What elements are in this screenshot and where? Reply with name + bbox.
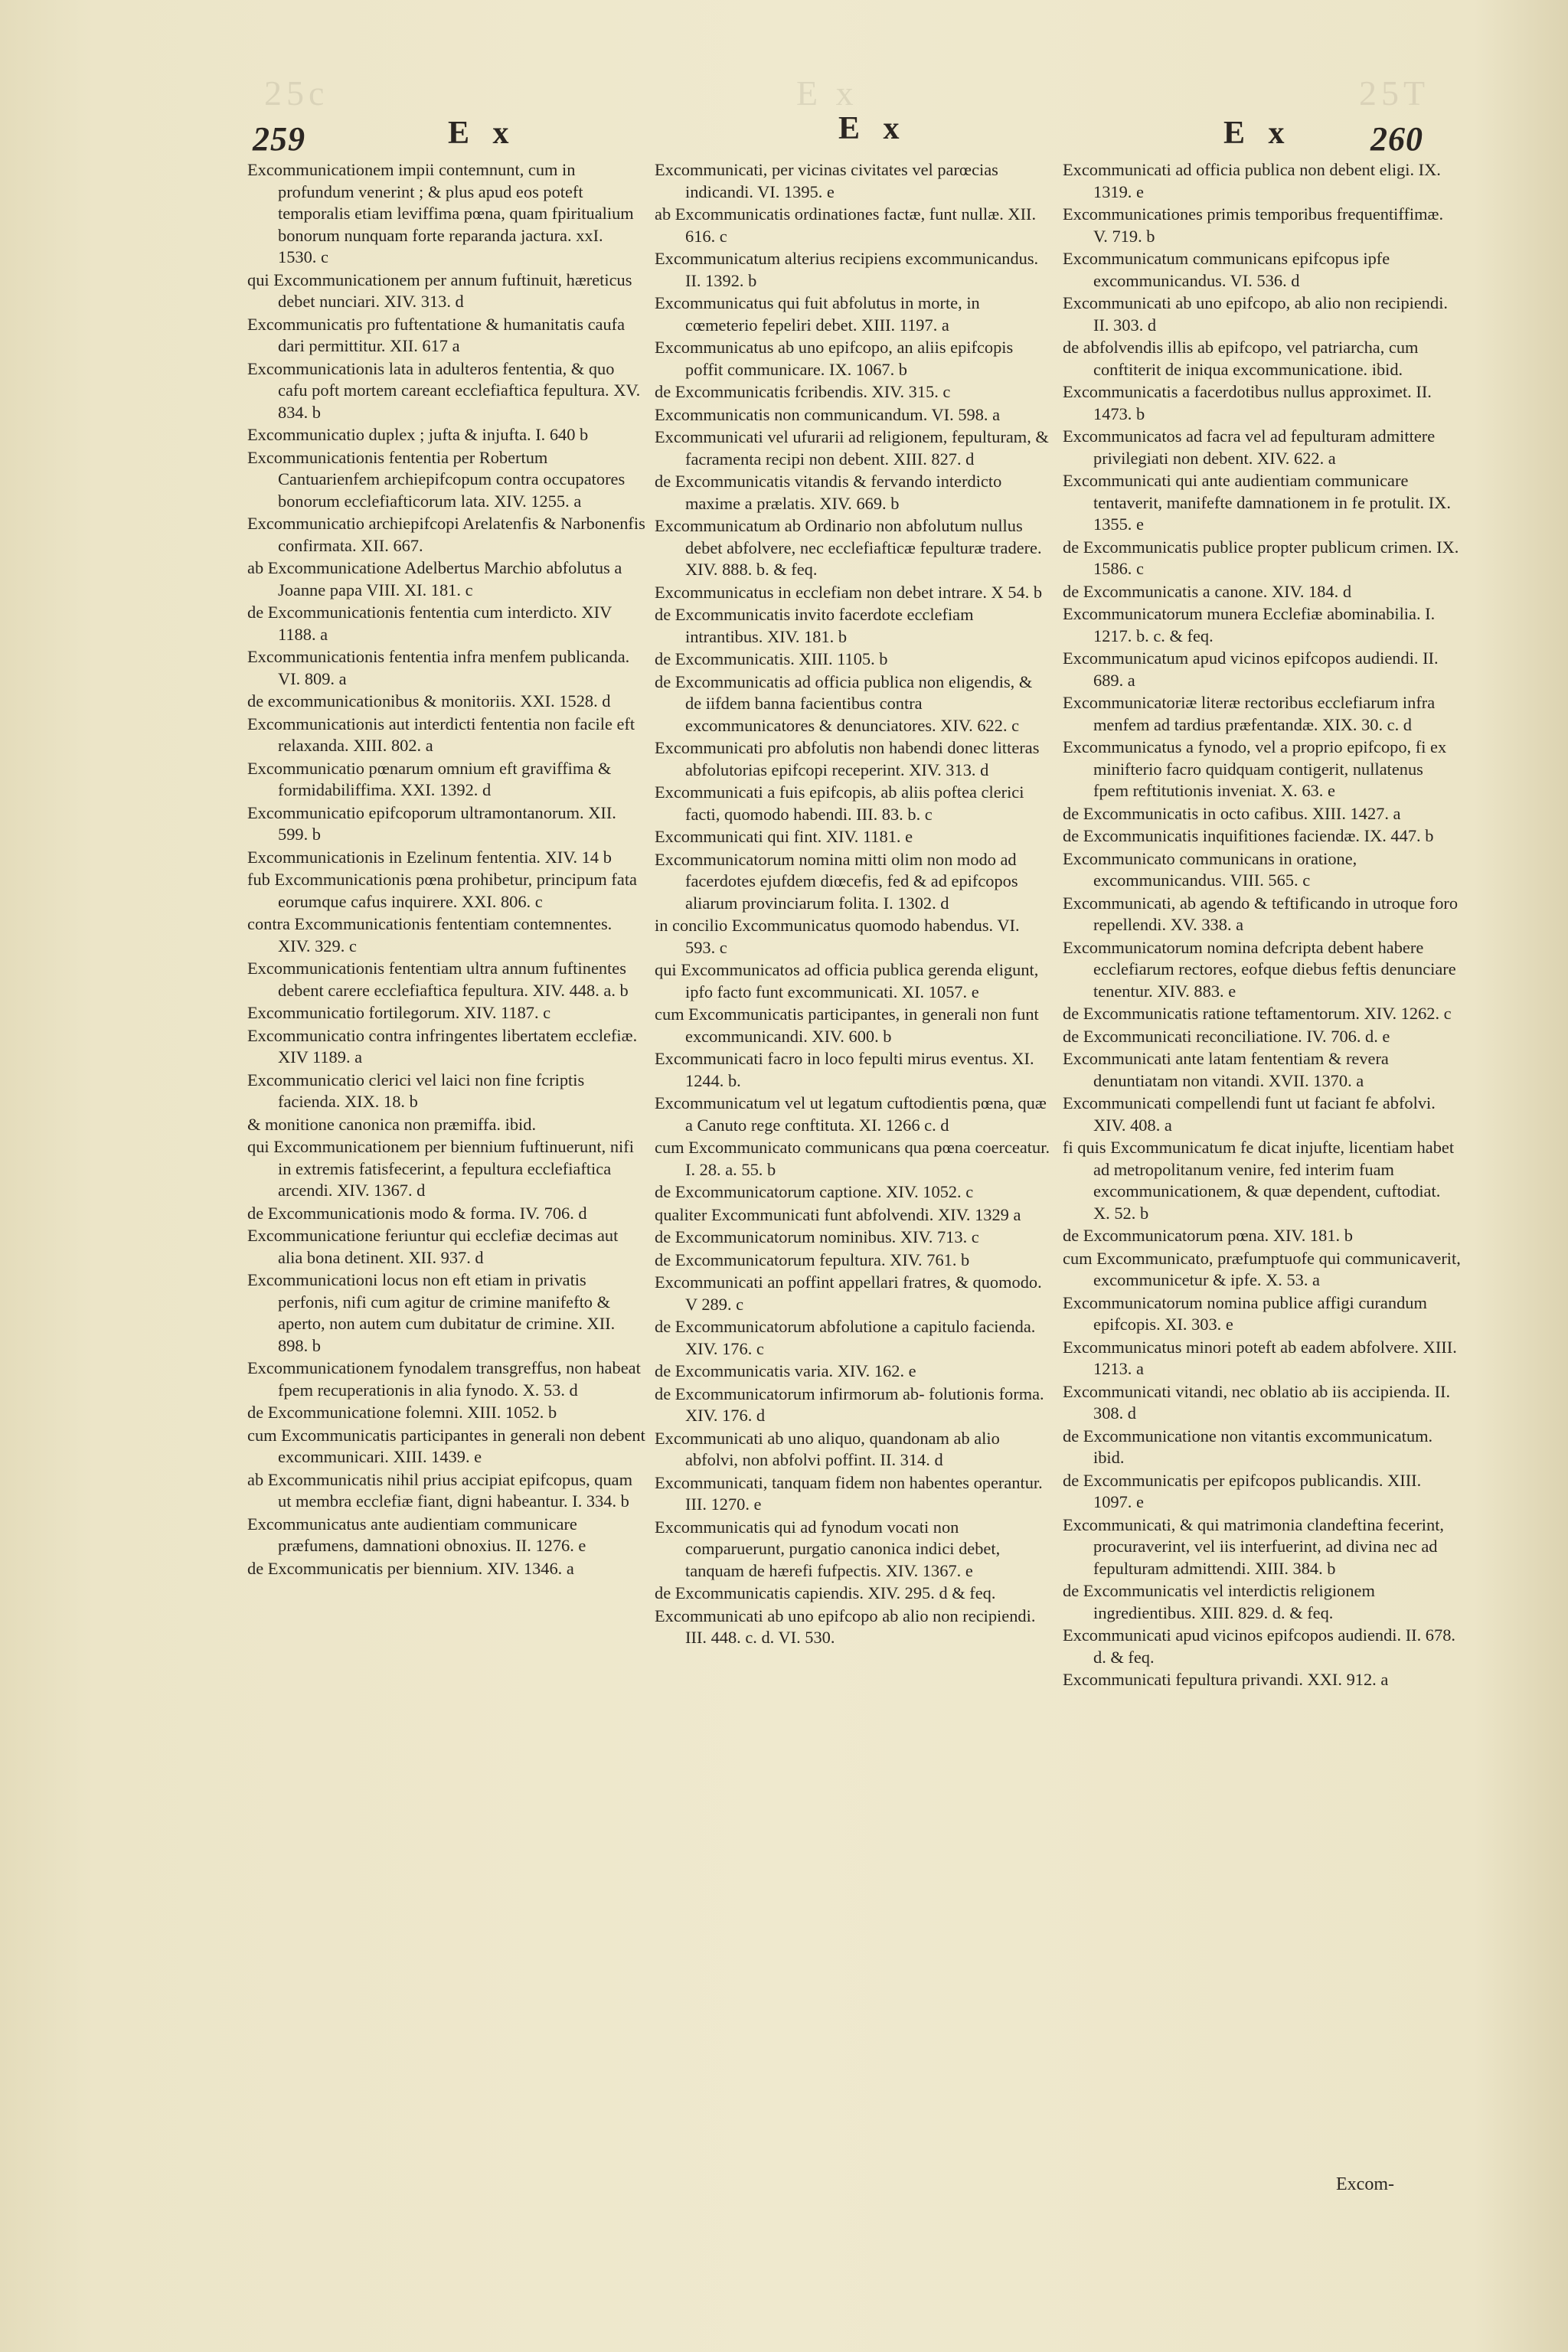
index-entry: Excommunicati ad officia publica non debent eligi. IX. 1319. e xyxy=(1063,160,1441,201)
index-entry: cum Excommunicatis participantes, in generali non funt excommunicandi. XIV. 600. b xyxy=(655,1004,1039,1046)
index-entry: de Excommunicatis capiendis. XIV. 295. d & feq. xyxy=(655,1583,996,1602)
bleed-through-text: E x xyxy=(796,74,858,113)
index-entry: Excommunicatis pro fuftentatione & humanitatis caufa dari permittitur. XII. 617 a xyxy=(247,314,626,355)
index-entry: Excommunicati compellendi funt ut faciant fe abfolvi. XIV. 408. a xyxy=(1063,1093,1436,1135)
index-entry: Excommunicati ab uno epifcopo, ab alio non recipiendi. II. 303. d xyxy=(1063,293,1449,335)
index-entry: de Excommunicatis ad officia publica non eligendis, & de iifdem banna facientibus contra excommunicatores & denunciatores. XIV. 622. c xyxy=(655,671,1033,735)
index-entry: Excommunicationis lata in adulteros fententia, & quo cafu poft mortem careant ecclefiaftica fepultura. XV. 834. b xyxy=(247,358,641,422)
index-entry: Excommunicatorum nomina mitti olim non modo ad facerdotes ejufdem diœcefis, fed & ad epifcopos aliarum provinciarum folita. I. 1302. d xyxy=(655,849,1018,913)
index-entry: de Excommunicationis fententia cum interdicto. XIV 1188. a xyxy=(247,603,612,644)
index-entry: Excommunicati pro abfolutis non habendi donec litteras abfolutorias epifcopi receperint. XIV. 313. d xyxy=(655,738,1040,779)
index-entry: Excommunicatos ad facra vel ad fepulturam admittere privilegiati non debent. XIV. 622. a xyxy=(1063,426,1436,468)
index-entry: de Excommunicatis publice propter publicum crimen. IX. 1586. c xyxy=(1063,537,1459,578)
index-entry: Excommunicatis a facerdotibus nullus approximet. II. 1473. b xyxy=(1063,382,1432,423)
index-entry: Excommunicati facro in loco fepulti mirus eventus. XI. 1244. b. xyxy=(655,1049,1034,1090)
right-page-number: 260 xyxy=(1370,120,1423,158)
index-entry: Excommunicatorum nomina publice affigi curandum epifcopis. XI. 303. e xyxy=(1063,1292,1427,1334)
index-entry: de Excommunicatorum fepultura. XIV. 761. b xyxy=(655,1250,970,1269)
index-entry: de Excommunicatis per biennium. XIV. 1346. a xyxy=(247,1558,574,1578)
index-entry: qui Excommunicationem per annum fuftinuit, hæreticus debet nunciari. XIV. 313. d xyxy=(247,270,632,311)
index-entry: cum Excommunicato, præfumptuofe qui communicaverit, excommunicetur & ipfe. X. 53. a xyxy=(1063,1248,1461,1289)
index-entry: de Excommunicatis invito facerdote ecclefiam intrantibus. XIV. 181. b xyxy=(655,605,974,646)
right-heading: E x xyxy=(1223,116,1292,151)
index-entry: de Excommunicatorum abfolutione a capitulo facienda. XIV. 176. c xyxy=(655,1317,1036,1358)
bleed-through-text: 25T xyxy=(1359,74,1430,113)
index-entry: Excommunicationi locus non eft etiam in privatis perfonis, nifi cum agitur de crimine manifefto & aperto, non autem cum dubitatur de crimine. XII. 898. b xyxy=(247,1270,616,1355)
index-entry: Excommunicati vel ufurarii ad religionem, fepulturam, & facramenta recipi non debent. XIII. 827. d xyxy=(655,427,1049,469)
index-entry: Excommunicatoriæ literæ rectoribus ecclefiarum infra menfem ad tardius præfentandæ. XIX. 30. c. d xyxy=(1063,693,1436,734)
index-entry: ab Excommunicatis nihil prius accipiat epifcopus, quam ut membra ecclefiæ fiant, digni habeantur. I. 334. b xyxy=(247,1469,633,1511)
index-entry: de Excommunicatione non vitantis excommunicatum. ibid. xyxy=(1063,1426,1433,1467)
index-entry: Excommunicati qui fint. XIV. 1181. e xyxy=(655,827,913,846)
index-entry: Excommunicatus ante audientiam communicare præfumens, damnationi obnoxius. II. 1276. e xyxy=(247,1514,586,1555)
index-entry: Excommunicati, tanquam fidem non habentes operantur. III. 1270. e xyxy=(655,1472,1043,1514)
index-entry: Excommunicatio pœnarum omnium eft graviffima & formidabiliffima. XXI. 1392. d xyxy=(247,758,612,799)
index-entry: Excommunicatum communicans epifcopus ipfe excommunicandus. VI. 536. d xyxy=(1063,249,1390,290)
index-entry: Excommunicationis in Ezelinum fententia. XIV. 14 b xyxy=(247,847,612,867)
index-entry: Excommunicati, ab agendo & teftificando in utroque foro repellendi. XV. 338. a xyxy=(1063,893,1459,934)
index-entry: de Excommunicatorum captione. XIV. 1052. c xyxy=(655,1182,974,1201)
bleed-through-text: 25c xyxy=(264,74,329,113)
index-entry: de Excommunicatione folemni. XIII. 1052. b xyxy=(247,1403,557,1422)
index-entry: de Excommunicatis per epifcopos publicandis. XIII. 1097. e xyxy=(1063,1470,1422,1511)
index-entry: Excommunicatus minori poteft ab eadem abfolvere. XIII. 1213. a xyxy=(1063,1337,1457,1378)
index-entry: de Excommunicatis fcribendis. XIV. 315. c xyxy=(655,382,951,401)
index-entry: fi quis Excommunicatum fe dicat injufte, licentiam habet ad metropolitanum venire, fed interim fuam excommunicationem, & quæ dependent, cuftodiat. X. 52. b xyxy=(1063,1138,1455,1223)
index-entry: Excommunicationem impii contemnunt, cum in profundum venerint ; & plus apud eos poteft temporalis etiam leviffima pœna, quam fpiritualium bonorum nunquam forte reparanda jactura. xxI. 1530. c xyxy=(247,160,634,266)
left-page-number: 259 xyxy=(253,120,305,158)
page-header xyxy=(0,111,1568,161)
index-entry: Excommunicationis fententia per Robertum Cantuarienfem archiepifcopum contra occupatores bonorum ecclefiafticorum lata. XIV. 1255. a xyxy=(247,447,626,511)
index-entry: Excommunicationes primis temporibus frequentiffimæ. V. 719. b xyxy=(1063,204,1444,246)
index-entry: Excommunicationis fententiam ultra annum fuftinentes debent carere ecclefiaftica fepultura. XIV. 448. a. b xyxy=(247,959,629,1000)
index-entry: de Excommunicatis varia. XIV. 162. e xyxy=(655,1361,916,1380)
index-entry: Excommunicatus in ecclefiam non debet intrare. X 54. b xyxy=(655,582,1043,602)
index-entry: qui Excommunicatos ad officia publica gerenda eligunt, ipfo facto funt excommunicati. XI. 1057. e xyxy=(655,960,1039,1001)
index-entry: Excommunicatum apud vicinos epifcopos audiendi. II. 689. a xyxy=(1063,648,1439,690)
center-heading: E x xyxy=(838,111,907,146)
index-entry: Excommunicatum alterius recipiens excommunicandus. II. 1392. b xyxy=(655,249,1039,290)
index-entry: de Excommunicatis inquifitiones faciendæ. IX. 447. b xyxy=(1063,826,1434,845)
index-entry: de Excommunicatis. XIII. 1105. b xyxy=(655,649,888,668)
index-entry: Excommunicatio fortilegorum. XIV. 1187. c xyxy=(247,1003,551,1022)
index-entry: Excommunicationis aut interdicti fententia non facile eft relaxanda. XIII. 802. a xyxy=(247,714,635,755)
index-entry: de Excommunicati reconciliatione. IV. 706. d. e xyxy=(1063,1026,1390,1046)
index-entry: Excommunicatorum munera Ecclefiæ abominabilia. I. 1217. b. c. & feq. xyxy=(1063,604,1436,645)
index-entry: de Excommunicatis vel interdictis religionem ingredientibus. XIII. 829. d. & feq. xyxy=(1063,1581,1375,1622)
index-entry: Excommunicati apud vicinos epifcopos audiendi. II. 678. d. & feq. xyxy=(1063,1625,1455,1667)
index-entry: fub Excommunicationis pœna prohibetur, principum fata eorumque cafus inquirere. XXI. 806. c xyxy=(247,870,637,911)
index-entry: Excommunicatum ab Ordinario non abfolutum nullus debet abfolvere, nec ecclefiafticæ fepulturæ tradere. XIV. 888. b. & feq. xyxy=(655,516,1042,579)
index-entry: de abfolvendis illis ab epifcopo, vel patriarcha, cum conftiterit de iniqua excommunicatione. ibid. xyxy=(1063,338,1419,379)
left-heading: E x xyxy=(448,116,517,151)
index-entry: de Excommunicationis modo & forma. IV. 706. d xyxy=(247,1203,587,1223)
index-column-right xyxy=(1063,159,1461,1692)
index-entry: Excommunicatum vel ut legatum cuftodientis pœna, quæ a Canuto rege conftituta. XI. 1266 c. d xyxy=(655,1093,1047,1135)
index-entry: Excommunicatio duplex ; jufta & injufta. I. 640 b xyxy=(247,425,589,444)
index-entry: de Excommunicatis vitandis & fervando interdicto maxime a prælatis. XIV. 669. b xyxy=(655,472,1002,513)
index-entry: in concilio Excommunicatus quomodo habendus. VI. 593. c xyxy=(655,916,1020,957)
index-entry: Excommunicati ab uno epifcopo ab alio non recipiendi. III. 448. c. d. VI. 530. xyxy=(655,1606,1036,1647)
index-entry: Excommunicati, & qui matrimonia clandeftina fecerint, procuraverint, vel iis interfuerint, ad divina nec ad fepulturam admittendi. XIII. 384. b xyxy=(1063,1514,1445,1578)
index-entry: de Excommunicatis in octo cafibus. XIII. 1427. a xyxy=(1063,803,1401,823)
index-entry: Excommunicationem fynodalem transgreffus, non habeat fpem recuperationis in alia fynodo. X. 53. d xyxy=(247,1358,641,1400)
index-entry: Excommunicatorum nomina defcripta debent habere ecclefiarum rectores, eofque diebus feftis denunciare tenentur. XIV. 883. e xyxy=(1063,937,1456,1001)
catchword: Excom- xyxy=(1336,2174,1394,2194)
index-entry: Excommunicati ante latam fententiam & revera denuntiatam non vitandi. XVII. 1370. a xyxy=(1063,1049,1389,1090)
index-entry: ab Excommunicatis ordinationes factæ, funt nullæ. XII. 616. c xyxy=(655,204,1037,246)
index-entry: Excommunicatio archiepifcopi Arelatenfis & Narbonenfis confirmata. XII. 667. xyxy=(247,514,645,555)
index-entry: Excommunicatis qui ad fynodum vocati non comparuerunt, purgatio canonica indici debet, tanquam de hærefi fufpectis. XIV. 1367. e xyxy=(655,1517,1001,1580)
index-entry: Excommunicati a fuis epifcopis, ab aliis poftea clerici facti, quomodo habendi. III. 83. b. c xyxy=(655,782,1024,824)
index-entry: Excommunicationis fententia infra menfem publicanda. VI. 809. a xyxy=(247,647,630,688)
index-entry: Excommunicatus ab uno epifcopo, an aliis epifcopis poffit communicare. IX. 1067. b xyxy=(655,338,1014,379)
index-entry: Excommunicati an poffint appellari fratres, & quomodo. V 289. c xyxy=(655,1272,1042,1314)
index-entry: Excommunicatis non communicandum. VI. 598. a xyxy=(655,404,1001,424)
index-entry: de Excommunicatis a canone. XIV. 184. d xyxy=(1063,581,1352,601)
index-entry: de excommunicationibus & monitoriis. XXI. 1528. d xyxy=(247,691,611,710)
index-entry: Excommunicatio clerici vel laici non fine fcriptis facienda. XIX. 18. b xyxy=(247,1070,585,1111)
index-entry: de Excommunicatorum nominibus. XIV. 713. c xyxy=(655,1227,979,1246)
index-entry: Excommunicatus qui fuit abfolutus in morte, in cœmeterio fepeliri debet. XIII. 1197. a xyxy=(655,293,980,335)
index-entry: qui Excommunicationem per biennium fuftinuerunt, nifi in extremis fatisfecerint, a fepultura ecclefiaftica arcendi. XIV. 1367. d xyxy=(247,1137,634,1200)
index-entry: Excommunicatio epifcoporum ultramontanorum. XII. 599. b xyxy=(247,802,616,844)
index-entry: contra Excommunicationis fententiam contemnentes. XIV. 329. c xyxy=(247,914,612,956)
index-entry: Excommunicatio contra infringentes libertatem ecclefiæ. XIV 1189. a xyxy=(247,1025,638,1067)
index-entry: Excommunicato communicans in oratione, excommunicandus. VIII. 565. c xyxy=(1063,848,1357,890)
index-entry: Excommunicatione feriuntur qui ecclefiæ decimas aut alia bona detinent. XII. 937. d xyxy=(247,1226,619,1267)
index-entry: Excommunicati vitandi, nec oblatio ab iis accipienda. II. 308. d xyxy=(1063,1381,1451,1423)
index-entry: Excommunicati ab uno aliquo, quandonam ab alio abfolvi, non abfolvi poffint. II. 314. d xyxy=(655,1428,1000,1469)
index-entry: Excommunicati qui ante audientiam communicare tentaverit, manifefte damnationem in fe protulit. IX. 1355. e xyxy=(1063,471,1451,534)
index-entry: de Excommunicatis ratione teftamentorum. XIV. 1262. c xyxy=(1063,1004,1452,1023)
index-entry: de Excommunicatorum infirmorum ab- folutionis forma. XIV. 176. d xyxy=(655,1383,1044,1425)
index-entry: Excommunicatus a fynodo, vel a proprio epifcopo, fi ex minifterio facro quidquam contigerit, nullatenus fpem reftitutionis inveniat. X. 63. e xyxy=(1063,737,1447,800)
index-entry: cum Excommunicatis participantes in generali non debent excommunicari. XIII. 1439. e xyxy=(247,1425,645,1466)
index-entry: de Excommunicatorum pœna. XIV. 181. b xyxy=(1063,1226,1353,1245)
index-entry: ab Excommunicatione Adelbertus Marchio abfolutus a Joanne papa VIII. XI. 181. c xyxy=(247,558,622,599)
index-entry: Excommunicati, per vicinas civitates vel parœcias indicandi. VI. 1395. e xyxy=(655,160,998,201)
index-column-left xyxy=(247,159,645,1580)
index-entry: & monitione canonica non præmiffa. ibid. xyxy=(247,1114,537,1134)
index-entry: cum Excommunicato communicans qua pœna coerceatur. I. 28. a. 55. b xyxy=(655,1138,1050,1179)
index-entry: Excommunicati fepultura privandi. XXI. 912. a xyxy=(1063,1670,1389,1689)
index-column-center xyxy=(655,159,1053,1650)
index-entry: qualiter Excommunicati funt abfolvendi. XIV. 1329 a xyxy=(655,1204,1021,1224)
